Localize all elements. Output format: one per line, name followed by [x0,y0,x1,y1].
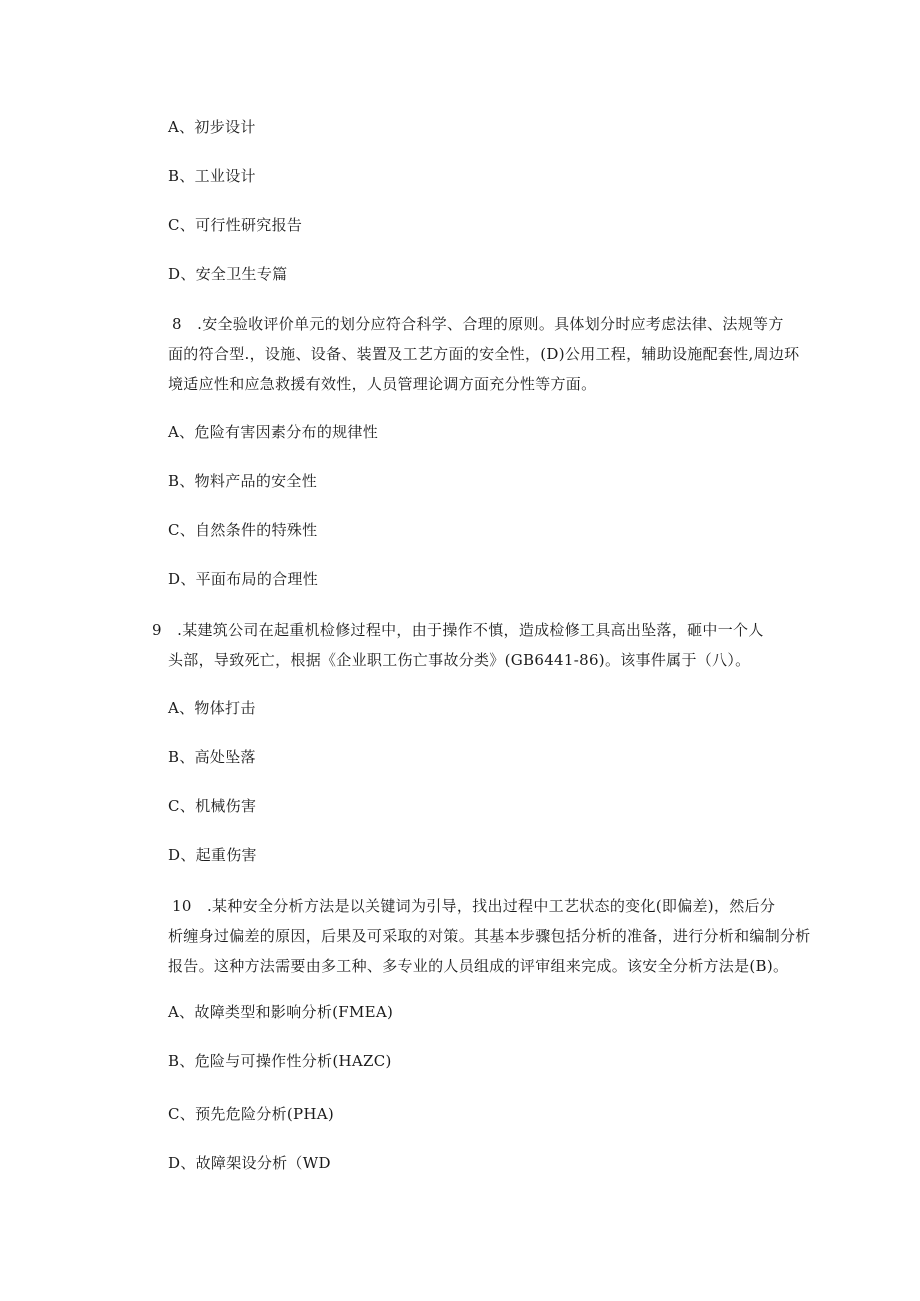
q8-option-d: D、平面布局的合理性 [168,570,319,588]
q7-option-c: C、可行性研究报告 [168,216,303,234]
q7-option-d: D、安全卫生专篇 [168,265,288,283]
q8-stem-line-2: 面的符合型.，设施、设备、装置及工艺方面的安全性，(D)公用工程，辅助设施配套性,周边环 [168,345,800,363]
q7-option-a: A、初步设计 [168,118,256,136]
q9-stem-line-1: 9 .某建筑公司在起重机检修过程中，由于操作不慎，造成检修工具高出坠落，砸中一个人 [152,621,764,639]
q8-option-b: B、物料产品的安全性 [168,472,318,490]
q10-option-c: C、预先危险分析(PHA) [168,1105,335,1123]
q8-option-a: A、危险有害因素分布的规律性 [168,423,379,441]
q9-option-b: B、高处坠落 [168,748,256,766]
q9-option-c: C、机械伤害 [168,797,257,815]
q8-stem-line-3: 境适应性和应急救援有效性，人员管理论调方面充分性等方面。 [168,375,597,393]
q9-option-d: D、起重伤害 [168,846,257,864]
q9-stem-line-2: 头部，导致死亡，根据《企业职工伤亡事故分类》(GB6441-86)。该事件属于（八）。 [168,651,751,669]
q10-option-a: A、故障类型和影响分析(FMEA) [168,1003,394,1021]
q10-stem-line-1: 10 .某种安全分析方法是以关键词为引导，找出过程中工艺状态的变化(即偏差)，然后分 [172,897,776,915]
q8-option-c: C、自然条件的特殊性 [168,521,318,539]
q10-stem-line-3: 报告。这种方法需要由多工种、多专业的人员组成的评审组来完成。该安全分析方法是(B)。 [168,957,789,975]
q8-stem-line-1: 8 .安全验收评价单元的划分应符合科学、合理的原则。具体划分时应考虑法律、法规等方 [172,315,784,333]
q10-stem-line-2: 析缠身过偏差的原因，后果及可采取的对策。其基本步骤包括分析的准备，进行分析和编制分析 [168,927,811,945]
q9-option-a: A、物体打击 [168,699,256,717]
q10-option-d: D、故障架设分析（WD [168,1154,331,1172]
q10-option-b: B、危险与可操作性分析(HAZC) [168,1052,392,1070]
q7-option-b: B、工业设计 [168,167,256,185]
